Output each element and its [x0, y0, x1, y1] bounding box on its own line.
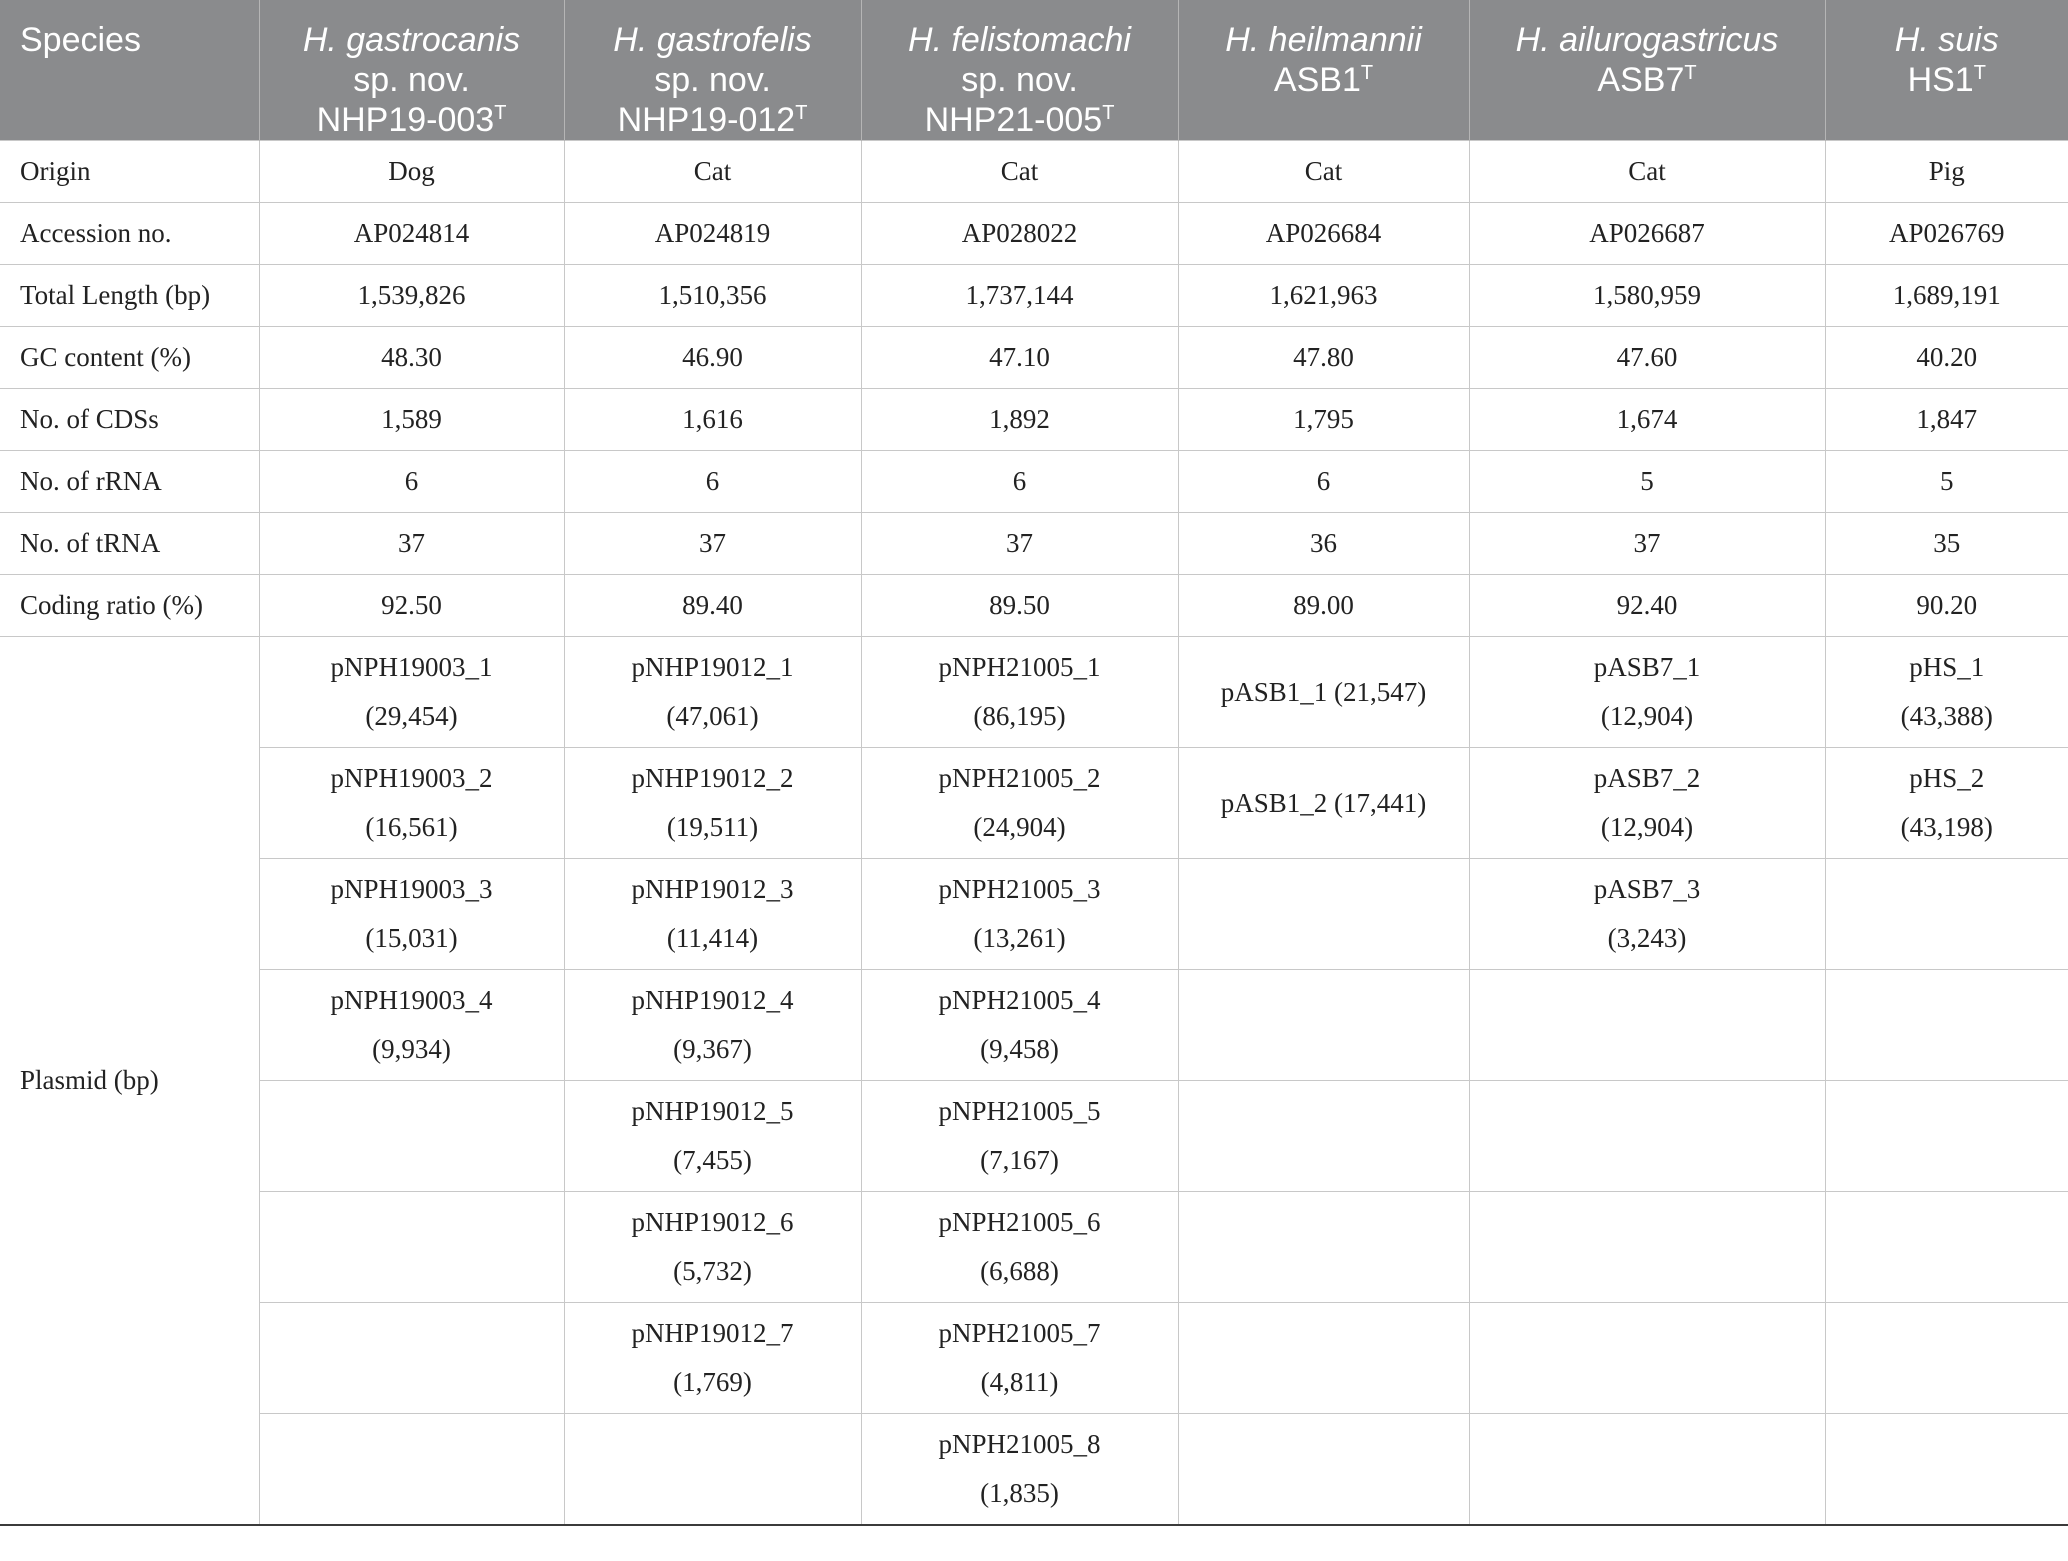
row-label: Coding ratio (%)	[0, 575, 259, 637]
table-cell: AP024814	[259, 203, 564, 265]
plasmid-cell	[1469, 637, 1825, 748]
plasmid-name: pNPH21005_3	[938, 874, 1101, 904]
species-desc: sp. nov.	[654, 61, 771, 99]
plasmid-cell	[861, 859, 1178, 970]
table-cell: Pig	[1825, 141, 2068, 203]
plasmid-cell	[259, 1414, 564, 1525]
table-cell: Cat	[564, 141, 861, 203]
column-header	[1178, 0, 1469, 141]
plasmid-name: pNHP19012_3	[631, 874, 794, 904]
table-cell: 37	[564, 513, 861, 575]
plasmid-size: (29,454)	[365, 701, 458, 731]
row-label: Total Length (bp)	[0, 265, 259, 327]
plasmid-name: pNPH19003_4	[330, 985, 493, 1015]
plasmid-cell	[1825, 1414, 2068, 1525]
table-cell: 92.40	[1469, 575, 1825, 637]
table-row	[0, 141, 2068, 203]
plasmid-cell	[564, 748, 861, 859]
plasmid-cell	[861, 1414, 1178, 1525]
table-cell: 6	[861, 451, 1178, 513]
plasmid-label: Plasmid (bp)	[0, 637, 259, 1525]
plasmid-cell	[1469, 1303, 1825, 1414]
strain-name: NHP21-005	[924, 101, 1103, 139]
table-cell: 37	[861, 513, 1178, 575]
table-cell: 48.30	[259, 327, 564, 389]
plasmid-name: pNHP19012_6	[631, 1207, 794, 1237]
plasmid-cell	[1178, 1081, 1469, 1192]
plasmid-size: (43,198)	[1900, 812, 1993, 842]
plasmid-cell	[1469, 1081, 1825, 1192]
species-name: H. gastrofelis	[613, 21, 812, 59]
table-cell: Dog	[259, 141, 564, 203]
plasmid-cell	[1469, 859, 1825, 970]
strain-name: NHP19-012	[617, 101, 796, 139]
plasmid-name: pNHP19012_4	[631, 985, 794, 1015]
plasmid-cell	[1178, 859, 1469, 970]
plasmid-row	[0, 1303, 2068, 1414]
plasmid-cell	[564, 970, 861, 1081]
row-label: No. of tRNA	[0, 513, 259, 575]
table-cell: 89.40	[564, 575, 861, 637]
plasmid-size: (4,811)	[980, 1367, 1059, 1397]
plasmid-cell	[564, 1303, 861, 1414]
row-label: No. of rRNA	[0, 451, 259, 513]
type-strain-mark: T	[1102, 102, 1115, 124]
plasmid-name: pASB1_2 (17,441)	[1220, 787, 1427, 818]
plasmid-cell	[1469, 1414, 1825, 1525]
table-row	[0, 389, 2068, 451]
table-row	[0, 575, 2068, 637]
species-desc: sp. nov.	[353, 61, 470, 99]
table-cell: 40.20	[1825, 327, 2068, 389]
plasmid-cell	[564, 637, 861, 748]
plasmid-size: (7,455)	[673, 1145, 752, 1175]
plasmid-cell	[564, 1192, 861, 1303]
header-row	[0, 0, 2068, 141]
plasmid-cell	[259, 1081, 564, 1192]
type-strain-mark: T	[1973, 62, 1986, 84]
plasmid-cell	[1178, 1303, 1469, 1414]
table-row	[0, 265, 2068, 327]
plasmid-cell	[259, 1192, 564, 1303]
strain-name: NHP19-003	[316, 101, 495, 139]
plasmid-name: pASB7_1	[1593, 652, 1701, 682]
plasmid-cell	[1825, 1303, 2068, 1414]
table-cell: AP026684	[1178, 203, 1469, 265]
table-body	[0, 141, 2068, 1525]
plasmid-cell	[1469, 970, 1825, 1081]
plasmid-cell	[1825, 1081, 2068, 1192]
plasmid-name: pNPH19003_2	[330, 763, 493, 793]
column-header	[259, 0, 564, 141]
row-label: No. of CDSs	[0, 389, 259, 451]
plasmid-name: pASB7_2	[1593, 763, 1701, 793]
species-desc: sp. nov.	[961, 61, 1078, 99]
plasmid-size: (43,388)	[1900, 701, 1993, 731]
plasmid-name: pNPH19003_3	[330, 874, 493, 904]
plasmid-cell	[861, 748, 1178, 859]
plasmid-size: (7,167)	[980, 1145, 1059, 1175]
type-strain-mark: T	[494, 102, 507, 124]
plasmid-size: (24,904)	[973, 812, 1066, 842]
plasmid-size: (13,261)	[973, 923, 1066, 953]
plasmid-cell	[259, 859, 564, 970]
table-cell: 1,737,144	[861, 265, 1178, 327]
plasmid-row	[0, 637, 2068, 748]
table-cell: 5	[1469, 451, 1825, 513]
table-row	[0, 513, 2068, 575]
table-cell: 35	[1825, 513, 2068, 575]
table-cell: 1,674	[1469, 389, 1825, 451]
table-cell: 1,580,959	[1469, 265, 1825, 327]
plasmid-name: pNPH21005_6	[938, 1207, 1101, 1237]
plasmid-size: (6,688)	[980, 1256, 1059, 1286]
type-strain-mark: T	[795, 102, 808, 124]
plasmid-name: pNPH21005_1	[938, 652, 1101, 682]
plasmid-cell	[861, 1192, 1178, 1303]
table-cell: 37	[259, 513, 564, 575]
plasmid-row	[0, 1414, 2068, 1525]
species-name: H. felistomachi	[908, 21, 1131, 59]
plasmid-cell	[1825, 637, 2068, 748]
table-cell: 1,689,191	[1825, 265, 2068, 327]
plasmid-name: pNPH21005_5	[938, 1096, 1101, 1126]
strain-name: ASB7	[1597, 61, 1685, 99]
table-cell: 47.60	[1469, 327, 1825, 389]
table-cell: 1,589	[259, 389, 564, 451]
plasmid-size: (86,195)	[973, 701, 1066, 731]
plasmid-size: (3,243)	[1607, 923, 1687, 953]
species-header: Species	[0, 0, 259, 141]
table-cell: 89.50	[861, 575, 1178, 637]
table-cell: 6	[1178, 451, 1469, 513]
plasmid-cell	[1825, 859, 2068, 970]
species-name: H. gastrocanis	[302, 21, 521, 59]
plasmid-cell	[1178, 1192, 1469, 1303]
plasmid-cell	[1178, 970, 1469, 1081]
table-cell: 47.80	[1178, 327, 1469, 389]
plasmid-size: (16,561)	[365, 812, 458, 842]
plasmid-name: pNHP19012_1	[631, 652, 794, 682]
plasmid-size: (9,934)	[372, 1034, 451, 1064]
table-cell: 1,616	[564, 389, 861, 451]
type-strain-mark: T	[1684, 62, 1697, 84]
plasmid-size: (1,769)	[673, 1367, 752, 1397]
table-cell: 1,539,826	[259, 265, 564, 327]
plasmid-name: pNHP19012_5	[631, 1096, 794, 1126]
plasmid-name: pHS_1	[1909, 652, 1985, 682]
species-name: H. ailurogastricus	[1515, 21, 1779, 59]
table-cell: 1,892	[861, 389, 1178, 451]
strain-name: HS1	[1907, 61, 1974, 99]
table-row	[0, 203, 2068, 265]
table-cell: 6	[259, 451, 564, 513]
row-label: Accession no.	[0, 203, 259, 265]
table-cell: AP028022	[861, 203, 1178, 265]
plasmid-name: pNPH19003_1	[330, 652, 493, 682]
table-cell: AP026769	[1825, 203, 2068, 265]
strain-name: ASB1	[1273, 61, 1361, 99]
table-cell: 1,510,356	[564, 265, 861, 327]
plasmid-cell	[1469, 748, 1825, 859]
table-cell: 36	[1178, 513, 1469, 575]
plasmid-cell	[564, 859, 861, 970]
table-cell: Cat	[1178, 141, 1469, 203]
plasmid-row	[0, 1081, 2068, 1192]
table-cell: AP024819	[564, 203, 861, 265]
table-cell: 92.50	[259, 575, 564, 637]
plasmid-cell	[1469, 1192, 1825, 1303]
table-cell: 37	[1469, 513, 1825, 575]
plasmid-name: pNPH21005_7	[938, 1318, 1101, 1348]
plasmid-name: pNPH21005_8	[938, 1428, 1101, 1459]
species-name: H. heilmannii	[1225, 21, 1422, 59]
table-cell: 47.10	[861, 327, 1178, 389]
column-header	[1825, 0, 2068, 141]
plasmid-size: (9,458)	[980, 1034, 1059, 1064]
plasmid-cell	[861, 970, 1178, 1081]
plasmid-cell	[861, 1303, 1178, 1414]
plasmid-size: (12,904)	[1600, 701, 1694, 731]
table-cell: 1,621,963	[1178, 265, 1469, 327]
table-cell: Cat	[1469, 141, 1825, 203]
plasmid-cell	[259, 1303, 564, 1414]
table-cell: 46.90	[564, 327, 861, 389]
plasmid-cell	[259, 637, 564, 748]
plasmid-row	[0, 859, 2068, 970]
plasmid-size: (19,511)	[666, 812, 759, 842]
row-label: Origin	[0, 141, 259, 203]
plasmid-cell	[259, 748, 564, 859]
table-cell: 5	[1825, 451, 2068, 513]
plasmid-size: (47,061)	[666, 701, 759, 731]
plasmid-cell	[1825, 748, 2068, 859]
type-strain-mark: T	[1360, 62, 1374, 84]
row-label: GC content (%)	[0, 327, 259, 389]
plasmid-name: pNHP19012_2	[631, 763, 794, 793]
table-cell: 6	[564, 451, 861, 513]
table-cell: 1,847	[1825, 389, 2068, 451]
plasmid-row	[0, 970, 2068, 1081]
table-row	[0, 451, 2068, 513]
plasmid-cell	[861, 1081, 1178, 1192]
plasmid-row	[0, 1192, 2068, 1303]
column-header	[1469, 0, 1825, 141]
plasmid-cell	[1825, 970, 2068, 1081]
plasmid-size: (1,835)	[980, 1477, 1059, 1508]
plasmid-cell	[1178, 637, 1469, 748]
table-cell: Cat	[861, 141, 1178, 203]
species-name: H. suis	[1894, 21, 1999, 59]
plasmid-cell	[259, 970, 564, 1081]
table-row	[0, 327, 2068, 389]
plasmid-name: pASB7_3	[1593, 874, 1701, 904]
plasmid-size: (12,904)	[1600, 812, 1694, 842]
plasmid-cell	[861, 637, 1178, 748]
plasmid-size: (9,367)	[673, 1034, 752, 1064]
plasmid-name: pNPH21005_4	[938, 985, 1101, 1015]
column-header	[564, 0, 861, 141]
plasmid-name: pNHP19012_7	[631, 1318, 794, 1348]
column-header	[861, 0, 1178, 141]
table-cell: 1,795	[1178, 389, 1469, 451]
table-cell: AP026687	[1469, 203, 1825, 265]
plasmid-cell	[1178, 1414, 1469, 1525]
plasmid-name: pASB1_1 (21,547)	[1220, 676, 1427, 707]
plasmid-size: (15,031)	[365, 923, 458, 953]
plasmid-cell	[564, 1414, 861, 1525]
plasmid-cell	[564, 1081, 861, 1192]
plasmid-name: pNPH21005_2	[938, 763, 1101, 793]
plasmid-cell	[1825, 1192, 2068, 1303]
plasmid-cell	[1178, 748, 1469, 859]
plasmid-size: (11,414)	[666, 923, 759, 953]
plasmid-name: pHS_2	[1909, 763, 1985, 793]
table-cell: 90.20	[1825, 575, 2068, 637]
plasmid-row	[0, 748, 2068, 859]
table-cell: 89.00	[1178, 575, 1469, 637]
plasmid-size: (5,732)	[673, 1256, 752, 1286]
